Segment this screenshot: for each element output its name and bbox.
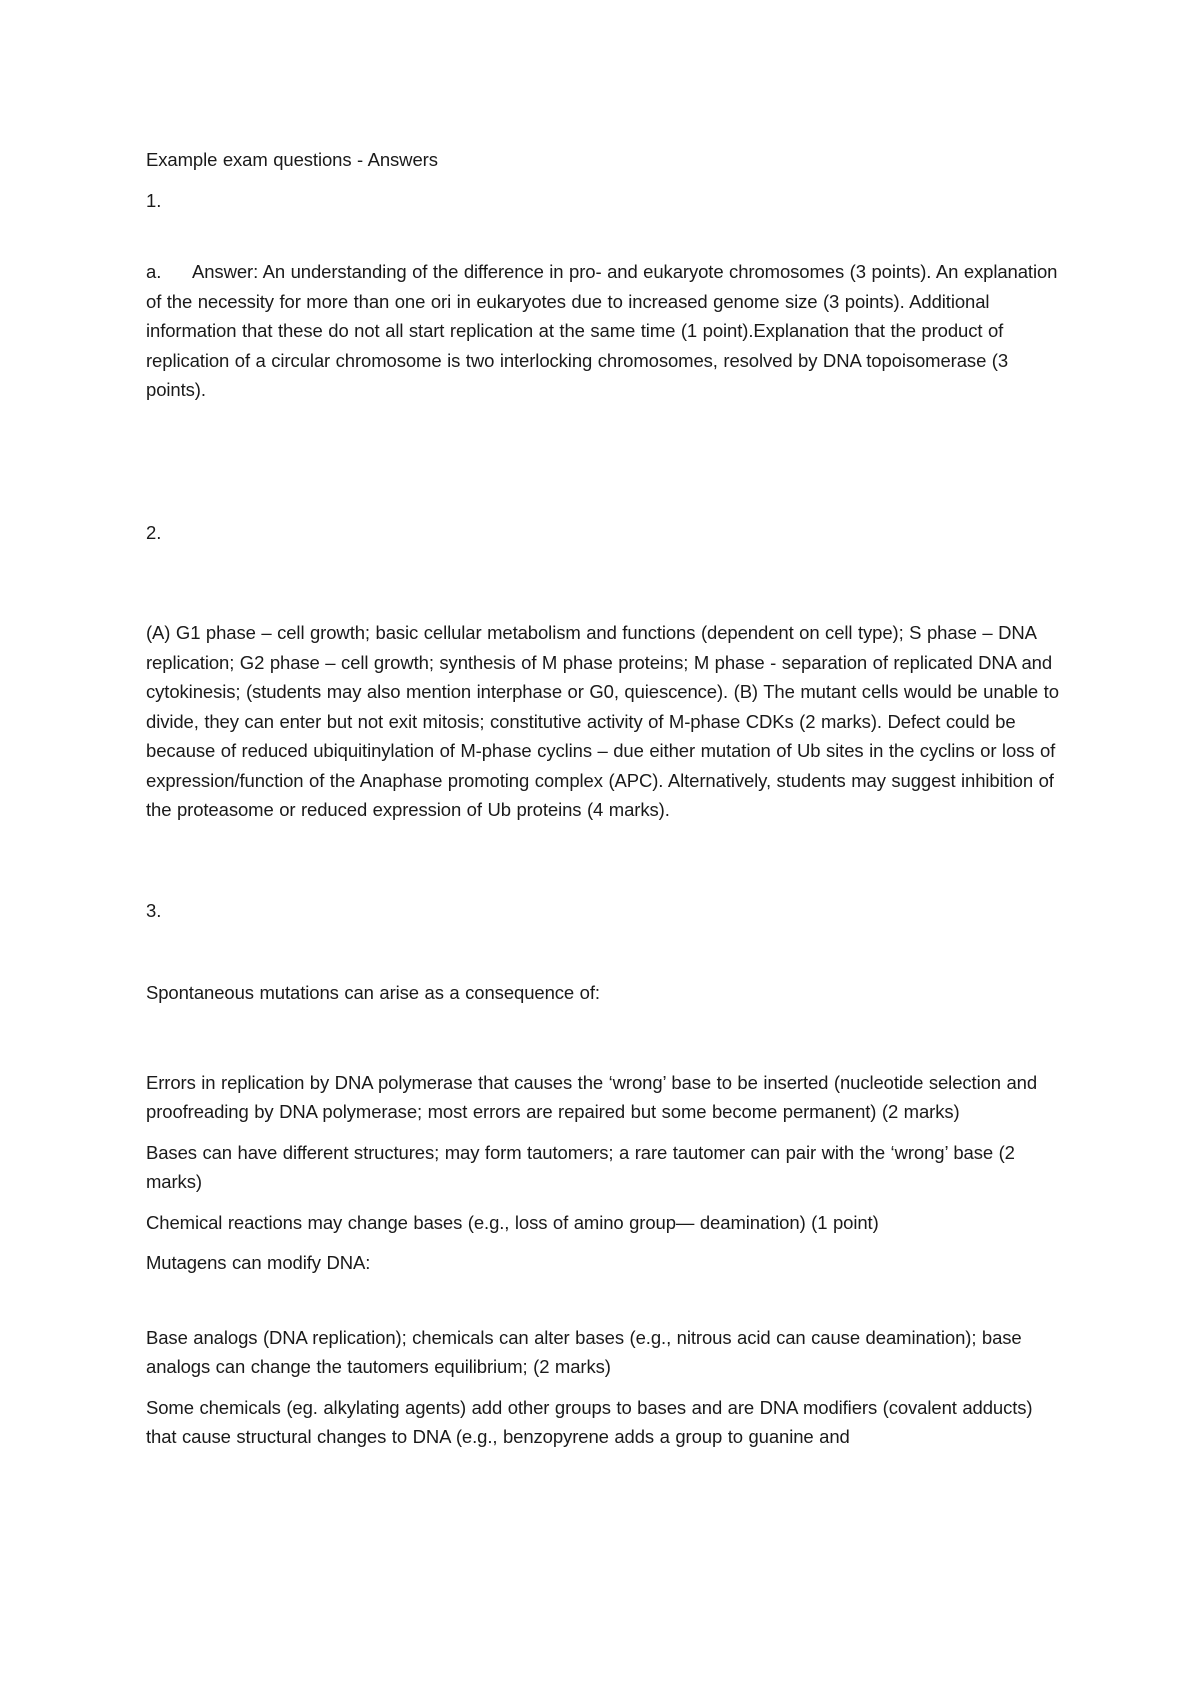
question-1-number: 1. — [146, 189, 162, 211]
question-1a-text: Answer: An understanding of the difference in pro- and eukaryote chromosomes (3 points). An explanation of the necessity for more than one ori in eukaryotes due to increased genome size (3 points). Additional information that these do not all start replication at the same time (1 point).Explanation that the product of replication of a circular chromosome is two interlocking chromosomes, resolved by DNA topoisomerase (3 points). — [146, 261, 1058, 400]
question-3-item: Errors in replication by DNA polymerase that causes the ‘wrong’ base to be inserted (nucleotide selection and proofreading by DNA polymerase; most errors are repaired but some become permanent) (2 marks) — [146, 1071, 1038, 1122]
question-3-item: Bases can have different structures; may form tautomers; a rare tautomer can pair with the ‘wrong’ base (2 marks) — [146, 1141, 1015, 1192]
question-3-item: Chemical reactions may change bases (e.g., loss of amino group— deamination) (1 point) — [146, 1211, 879, 1233]
question-2-number: 2. — [146, 521, 162, 543]
question-1a-answer — [146, 257, 1066, 405]
question-2-answer: (A) G1 phase – cell growth; basic cellular metabolism and functions (dependent on cell type); S phase – DNA replication; G2 phase – cell growth; synthesis of M phase proteins; M phase - separation of replicated DNA and cytokinesis; (students may also mention interphase or G0, quiescence). (B) The mutant cells would be unable to divide, they can enter but not exit mitosis; constitutive activity of M-phase CDKs (2 marks). Defect could be because of reduced ubiquitinylation of M-phase cyclins – due either mutation of Ub sites in the cyclins or loss of expression/function of the Anaphase promoting complex (APC). Alternatively, students may suggest inhibition of the proteasome or reduced expression of Ub proteins (4 marks). — [146, 622, 1059, 820]
question-3-intro: Spontaneous mutations can arise as a consequence of: — [146, 982, 600, 1003]
question-3-mutagen-item: Some chemicals (eg. alkylating agents) add other groups to bases and are DNA modifiers (covalent adducts) that cause structural changes to DNA (e.g., benzopyrene adds a group to guanine and — [146, 1396, 1033, 1447]
document-title: Example exam questions - Answers — [146, 149, 438, 170]
question-1a-label: a. — [146, 261, 162, 282]
question-3-mutagen-item: Base analogs (DNA replication); chemicals can alter bases (e.g., nitrous acid can cause deamination); base analogs can change the tautomers equilibrium; (2 marks) — [146, 1326, 1022, 1377]
question-3-item: Mutagens can modify DNA: — [146, 1252, 371, 1273]
question-3-number: 3. — [146, 899, 162, 921]
document-body — [146, 145, 1066, 1452]
